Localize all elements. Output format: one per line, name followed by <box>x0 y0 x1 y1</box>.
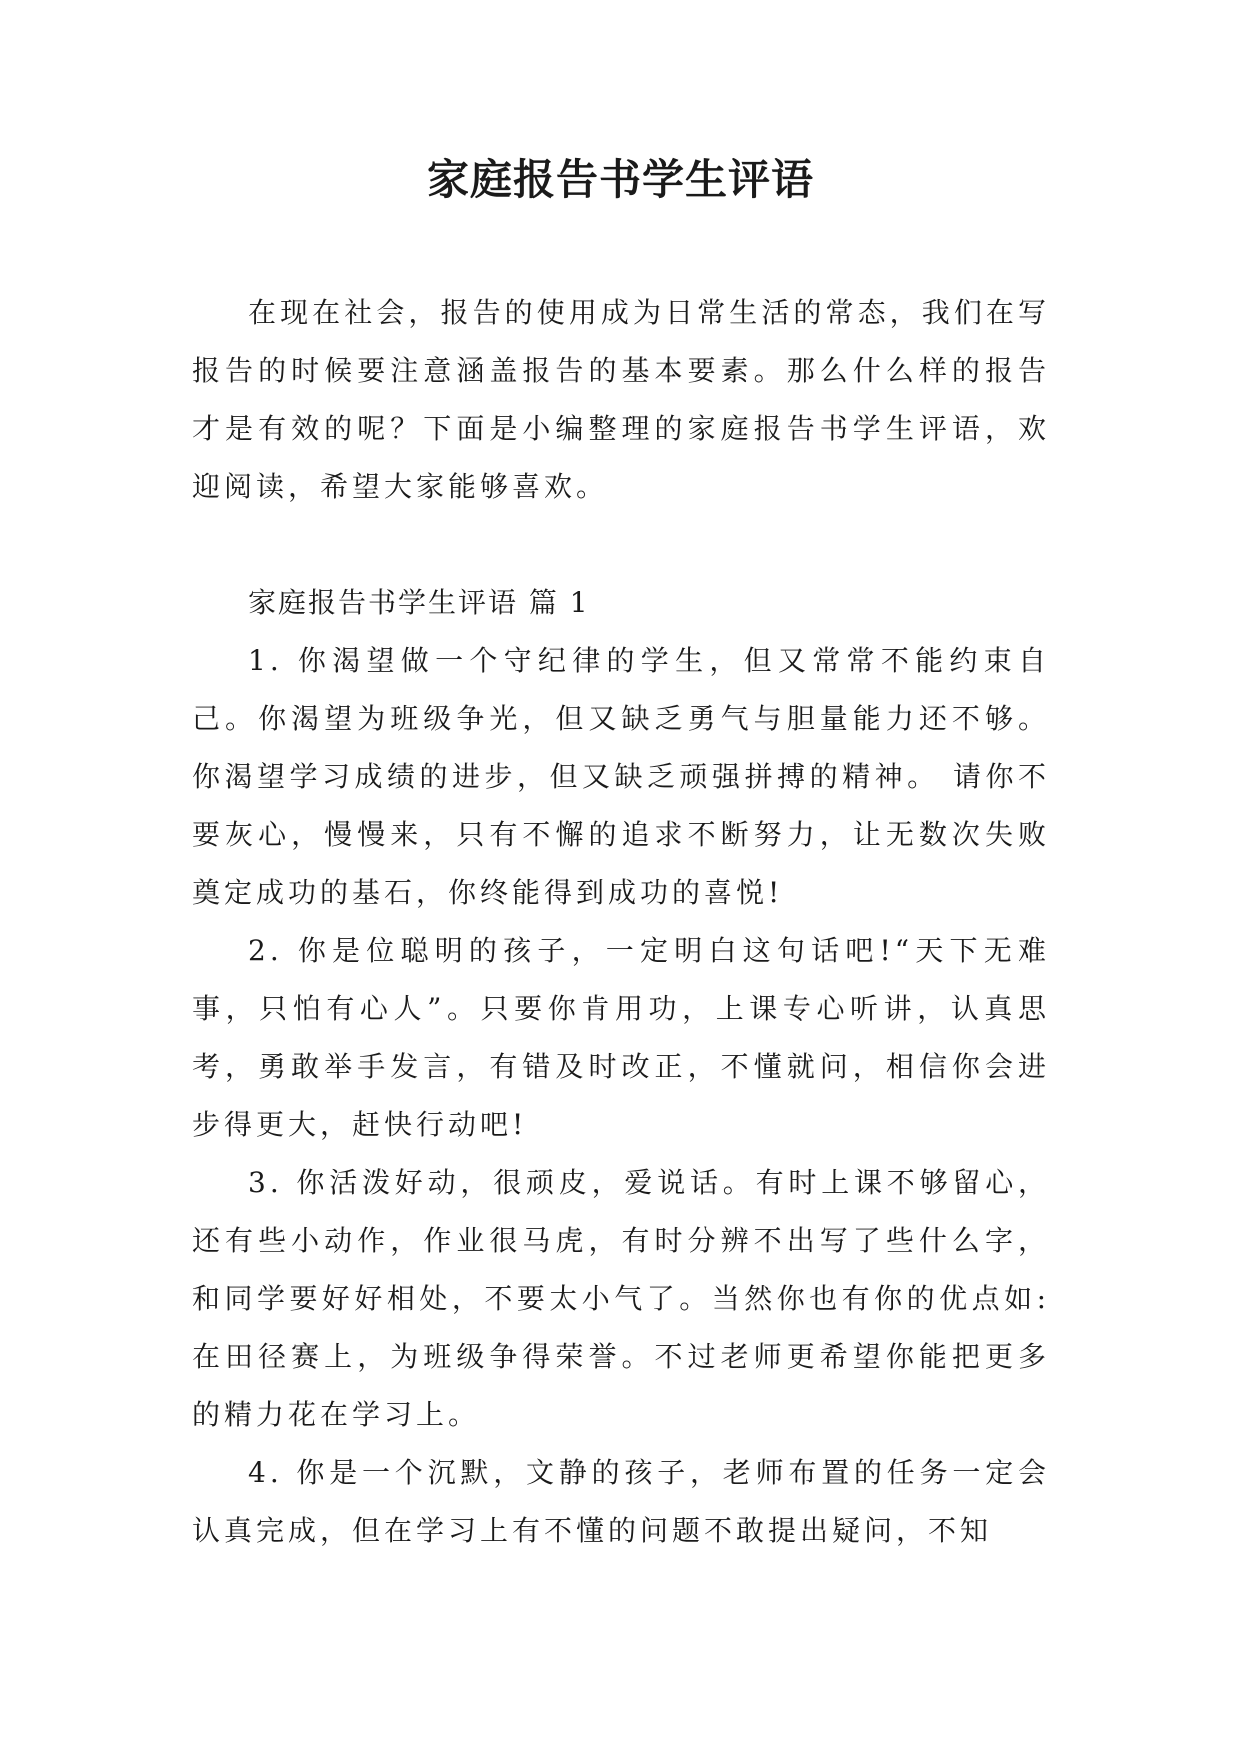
document-body <box>192 284 1050 1560</box>
document-title: 家庭报告书学生评语 <box>426 155 814 204</box>
paragraph-gap <box>192 516 1050 574</box>
comment-item-2: 2. 你是位聪明的孩子，一定明白这句话吧!“天下无难事，只怕有心人”。只要你肯用功，上课专心听讲，认真思考，勇敢举手发言，有错及时改正，不懂就问，相信你会进步得更大，赶快行动吧! <box>192 934 1050 1141</box>
section-heading: 家庭报告书学生评语 篇 1 <box>248 586 590 619</box>
comment-item-3: 3. 你活泼好动，很顽皮，爱说话。有时上课不够留心，还有些小动作，作业很马虎，有时分辨不出写了些什么字，和同学要好好相处，不要太小气了。当然你也有你的优点如:在田径赛上，为班级争得荣誉。不过老师更希望你能把更多的精力花在学习上。 <box>192 1166 1050 1431</box>
intro-paragraph: 在现在社会，报告的使用成为日常生活的常态，我们在写报告的时候要注意涵盖报告的基本要素。那么什么样的报告才是有效的呢？下面是小编整理的家庭报告书学生评语，欢迎阅读，希望大家能够喜欢。 <box>192 296 1050 503</box>
comment-item-1: 1. 你渴望做一个守纪律的学生，但又常常不能约束自己。你渴望为班级争光，但又缺乏勇气与胆量能力还不够。你渴望学习成绩的进步，但又缺乏顽强拼搏的精神。 请你不要灰心，慢慢来，只有不懈的追求不断努力，让无数次失败奠定成功的基石，你终能得到成功的喜悦! <box>192 644 1050 909</box>
comment-item-4: 4. 你是一个沉默，文静的孩子，老师布置的任务一定会认真完成，但在学习上有不懂的问题不敢提出疑问，不知 <box>192 1456 1050 1547</box>
